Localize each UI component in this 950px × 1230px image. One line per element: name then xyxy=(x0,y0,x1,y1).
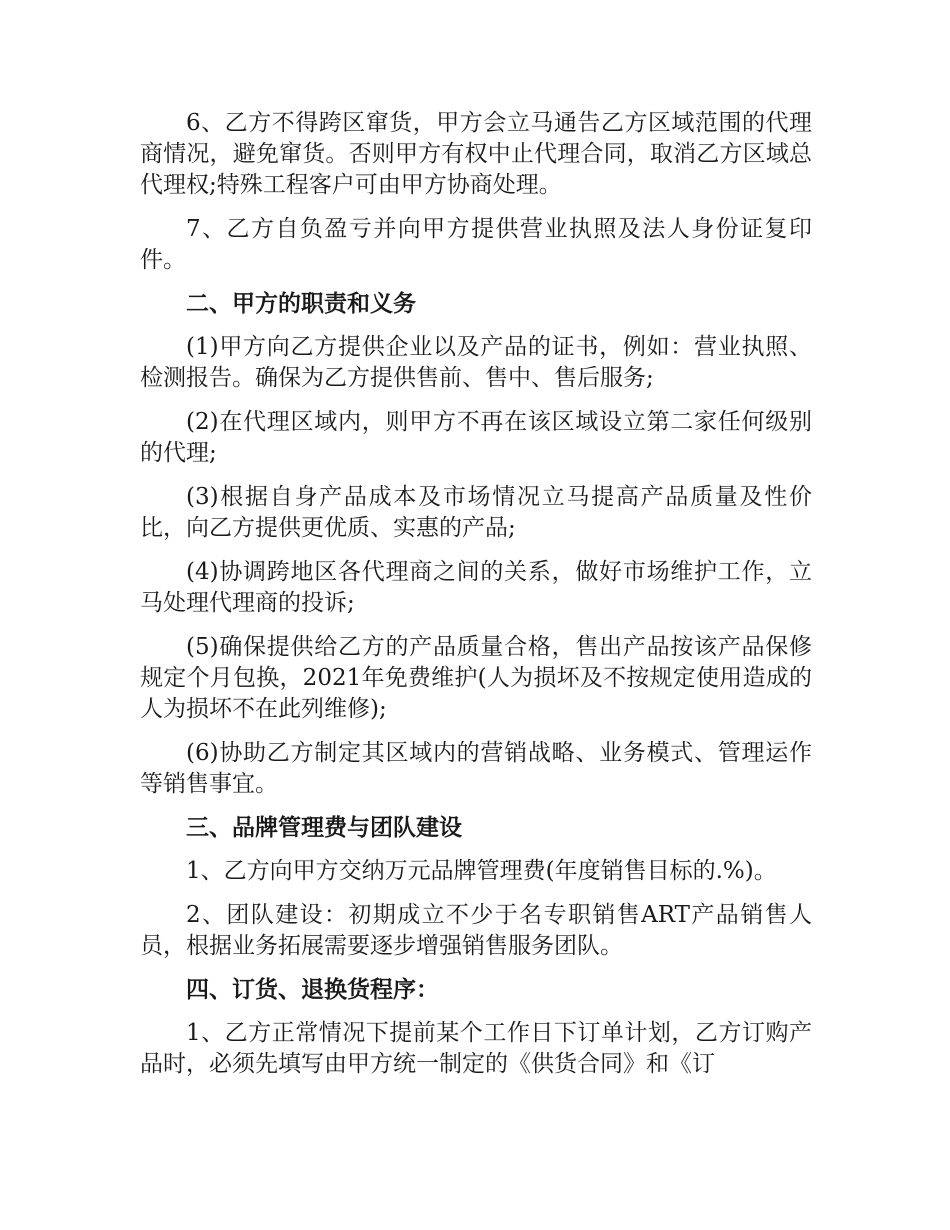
fee-paragraph: 1、乙方向甲方交纳万元品牌管理费(年度销售目标的.%)。 xyxy=(186,858,777,884)
section-3-heading: 三、品牌管理费与团队建设 xyxy=(186,815,462,841)
section-2-heading: 二、甲方的职责和义务 xyxy=(186,291,416,317)
duty-4-paragraph: (4)协调跨地区各代理商之间的关系，做好市场维护工作，立马处理代理商的投诉; xyxy=(140,559,812,616)
document-body xyxy=(140,108,812,1091)
duty-2-paragraph: (2)在代理区域内，则甲方不再在该区域设立第二家任何级别的代理; xyxy=(140,409,812,466)
duty-5-paragraph: (5)确保提供给乙方的产品质量合格，售出产品按该产品保修规定个月包换，2021年免费维护(人为损坏及不按规定使用造成的人为损坏不在此列维修); xyxy=(140,634,812,722)
section-4-heading: 四、订货、退换货程序： xyxy=(186,977,439,1003)
duty-1-paragraph: (1)甲方向乙方提供企业以及产品的证书，例如：营业执照、检测报告。确保为乙方提供售前、售中、售后服务; xyxy=(140,334,812,391)
order-1-paragraph: 1、乙方正常情况下提前某个工作日下订单计划，乙方订购产品时，必须先填写由甲方统一制定的《供货合同》和《订 xyxy=(140,1020,812,1077)
clause-7-paragraph: 7、乙方自负盈亏并向甲方提供营业执照及法人身份证复印件。 xyxy=(140,216,812,273)
clause-6-paragraph: 6、乙方不得跨区窜货，甲方会立马通告乙方区域范围的代理商情况，避免窜货。否则甲方有权中止代理合同，取消乙方区域总代理权;特殊工程客户可由甲方协商处理。 xyxy=(140,110,812,198)
duty-3-paragraph: (3)根据自身产品成本及市场情况立马提高产品质量及性价比，向乙方提供更优质、实惠的产品; xyxy=(140,484,812,541)
team-paragraph: 2、团队建设：初期成立不少于名专职销售ART产品销售人员，根据业务拓展需要逐步增强销售服务团队。 xyxy=(140,902,812,959)
duty-6-paragraph: (6)协助乙方制定其区域内的营销战略、业务模式、管理运作等销售事宜。 xyxy=(140,740,812,797)
